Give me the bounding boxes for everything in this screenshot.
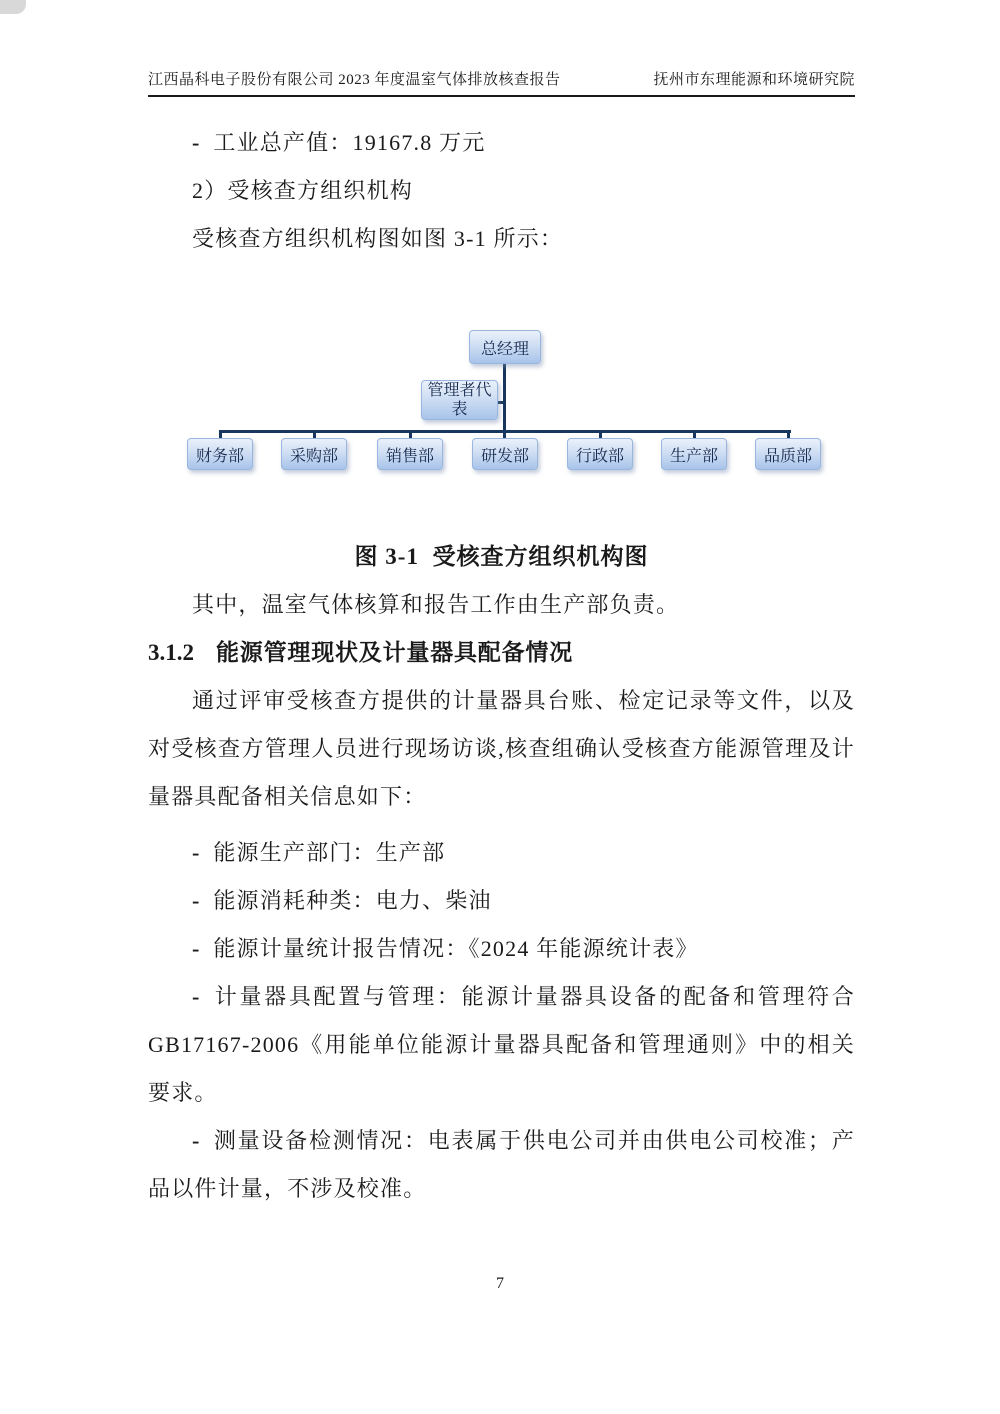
findings-list xyxy=(148,829,855,1213)
list-item xyxy=(148,1117,855,1213)
page-footer xyxy=(0,1268,1000,1300)
connector-root-vertical xyxy=(503,364,506,430)
org-box-production-dept: 生产部 xyxy=(661,438,727,470)
org-figure-reference: 受核查方组织机构图如图 3-1 所示： xyxy=(192,226,564,251)
list-item-text: 计量器具配置与管理：能源计量器具设备的配备和管理符合 GB17167-2006《用能单位能源计量器具配备和管理通则》中的相关要求。 xyxy=(148,984,855,1105)
scan-artifact xyxy=(0,0,26,14)
dash-bullet: - xyxy=(192,840,200,865)
connector-drop xyxy=(219,430,222,438)
list-item-text: 能源消耗种类：电力、柴油 xyxy=(213,888,492,913)
section-number: 3.1.2 xyxy=(148,640,194,665)
org-box-finance-dept: 财务部 xyxy=(187,438,253,470)
connector-drop xyxy=(787,430,790,438)
list-item-text: 能源生产部门：生产部 xyxy=(213,840,446,865)
list-item xyxy=(148,925,855,973)
connector-drop xyxy=(693,430,696,438)
section-title: 能源管理现状及计量器具配备情况 xyxy=(216,640,573,665)
page-header xyxy=(148,68,855,97)
org-box-management-representative: 管理者代表 xyxy=(421,380,498,420)
document-body xyxy=(0,97,1000,1213)
list-item xyxy=(148,877,855,925)
org-box-admin-dept: 行政部 xyxy=(567,438,633,470)
connector-drop xyxy=(503,430,506,438)
dash-bullet: - xyxy=(192,130,200,155)
list-item-text: 工业总产值：19167.8 万元 xyxy=(213,130,486,155)
figure-caption: 图 3-1 受核查方组织机构图 xyxy=(354,544,649,569)
list-item-text: 能源计量统计报告情况：《2024 年能源统计表》 xyxy=(213,936,699,961)
connector-drop xyxy=(599,430,602,438)
section-heading xyxy=(148,629,855,677)
list-item-output-value xyxy=(148,119,855,167)
org-box-quality-dept: 品质部 xyxy=(755,438,821,470)
paragraph-responsibility: 其中，温室气体核算和报告工作由生产部负责。 xyxy=(192,592,680,617)
dash-bullet: - xyxy=(192,888,200,913)
page-number: 7 xyxy=(496,1275,504,1292)
list-item xyxy=(148,973,855,1117)
org-chart xyxy=(183,325,823,475)
header-left-title: 江西晶科电子股份有限公司 2023 年度温室气体排放核查报告 xyxy=(148,72,561,88)
org-box-purchasing-dept: 采购部 xyxy=(281,438,347,470)
org-structure-subheading: 2）受核查方组织机构 xyxy=(192,178,414,203)
dash-bullet: - xyxy=(192,984,200,1009)
paragraph-intro: 通过评审受核查方提供的计量器具台账、检定记录等文件，以及对受核查方管理人员进行现场访谈,核查组确认受核查方能源管理及计量器具配备相关信息如下： xyxy=(148,688,855,809)
connector-representative xyxy=(498,401,505,404)
connector-drop xyxy=(313,430,316,438)
connector-drop xyxy=(409,430,412,438)
list-item-text: 测量设备检测情况：电表属于供电公司并由供电公司校准；产品以件计量，不涉及校准。 xyxy=(148,1128,855,1201)
header-right-title: 抚州市东理能源和环境研究院 xyxy=(653,72,855,88)
org-box-rnd-dept: 研发部 xyxy=(472,438,538,470)
dash-bullet: - xyxy=(192,936,200,961)
dash-bullet: - xyxy=(192,1128,200,1153)
org-box-sales-dept: 销售部 xyxy=(377,438,443,470)
org-box-general-manager: 总经理 xyxy=(469,330,541,364)
list-item xyxy=(148,829,855,877)
